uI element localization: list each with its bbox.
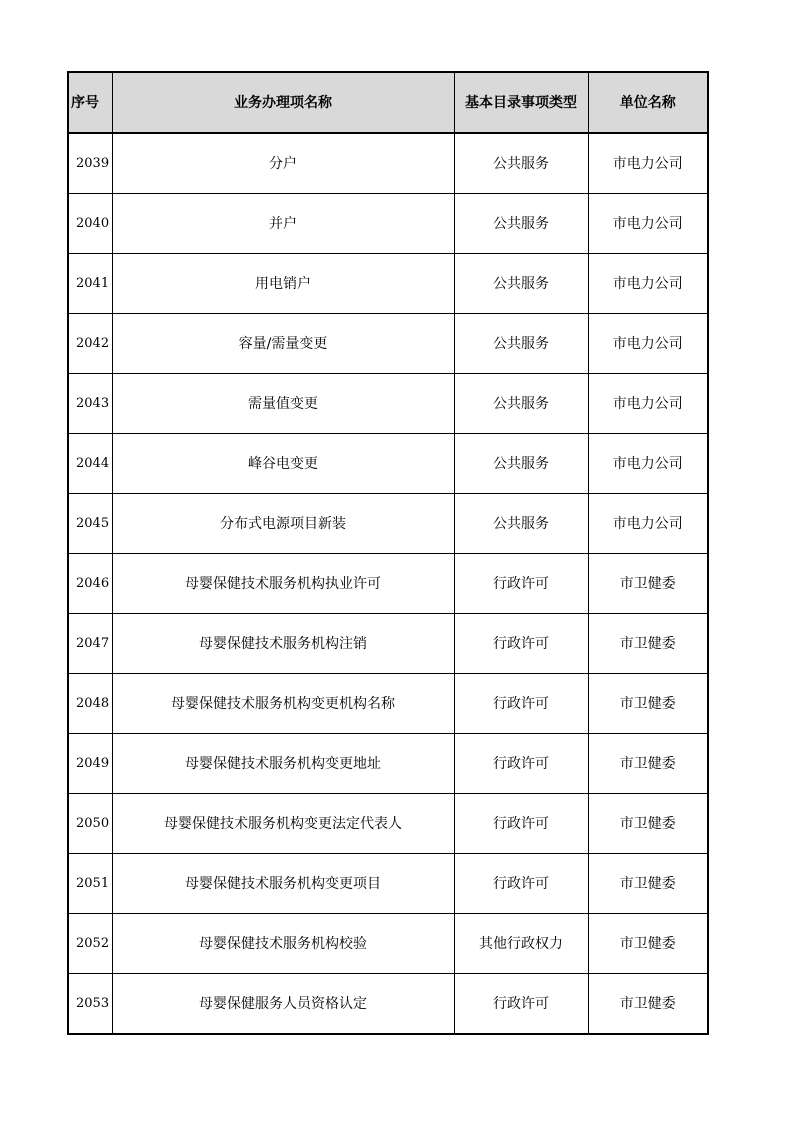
- cell-item-name: 用电销户: [112, 254, 454, 314]
- service-items-table: [67, 71, 709, 1035]
- header-serial-number: 序号: [68, 72, 112, 133]
- cell-item-name: 分布式电源项目新装: [112, 494, 454, 554]
- cell-unit-name: 市电力公司: [588, 374, 708, 434]
- cell-item-name: 分户: [112, 133, 454, 194]
- cell-unit-name: 市卫健委: [588, 554, 708, 614]
- cell-item-type: 公共服务: [454, 434, 588, 494]
- header-item-type: 基本目录事项类型: [454, 72, 588, 133]
- table-row: [68, 254, 708, 314]
- cell-serial-number: 2045: [68, 494, 112, 554]
- cell-item-name: 容量/需量变更: [112, 314, 454, 374]
- cell-unit-name: 市电力公司: [588, 194, 708, 254]
- cell-serial-number: 2051: [68, 854, 112, 914]
- cell-serial-number: 2047: [68, 614, 112, 674]
- table-row: [68, 314, 708, 374]
- cell-item-type: 公共服务: [454, 254, 588, 314]
- table-row: [68, 133, 708, 194]
- cell-unit-name: 市卫健委: [588, 614, 708, 674]
- table-row: [68, 914, 708, 974]
- table-row: [68, 674, 708, 734]
- table-row: [68, 734, 708, 794]
- cell-unit-name: 市电力公司: [588, 133, 708, 194]
- table-row: [68, 794, 708, 854]
- cell-item-name: 母婴保健技术服务机构注销: [112, 614, 454, 674]
- cell-item-name: 母婴保健技术服务机构校验: [112, 914, 454, 974]
- table-row: [68, 194, 708, 254]
- cell-item-type: 公共服务: [454, 494, 588, 554]
- cell-item-name: 母婴保健技术服务机构变更地址: [112, 734, 454, 794]
- cell-serial-number: 2048: [68, 674, 112, 734]
- cell-unit-name: 市卫健委: [588, 914, 708, 974]
- table-row: [68, 614, 708, 674]
- table-header: [68, 72, 708, 133]
- table-row: [68, 554, 708, 614]
- table-body: [68, 133, 708, 1034]
- cell-serial-number: 2049: [68, 734, 112, 794]
- cell-item-type: 行政许可: [454, 734, 588, 794]
- cell-item-type: 公共服务: [454, 133, 588, 194]
- cell-serial-number: 2050: [68, 794, 112, 854]
- cell-item-name: 母婴保健服务人员资格认定: [112, 974, 454, 1035]
- cell-item-type: 行政许可: [454, 554, 588, 614]
- cell-item-name: 并户: [112, 194, 454, 254]
- cell-unit-name: 市电力公司: [588, 494, 708, 554]
- cell-item-type: 行政许可: [454, 854, 588, 914]
- cell-serial-number: 2040: [68, 194, 112, 254]
- cell-unit-name: 市电力公司: [588, 314, 708, 374]
- cell-serial-number: 2053: [68, 974, 112, 1035]
- cell-serial-number: 2052: [68, 914, 112, 974]
- cell-unit-name: 市电力公司: [588, 434, 708, 494]
- table-row: [68, 854, 708, 914]
- cell-item-name: 需量值变更: [112, 374, 454, 434]
- cell-unit-name: 市卫健委: [588, 674, 708, 734]
- cell-item-type: 行政许可: [454, 614, 588, 674]
- cell-serial-number: 2039: [68, 133, 112, 194]
- cell-item-name: 母婴保健技术服务机构变更项目: [112, 854, 454, 914]
- cell-item-type: 公共服务: [454, 374, 588, 434]
- cell-item-name: 母婴保健技术服务机构执业许可: [112, 554, 454, 614]
- cell-item-name: 峰谷电变更: [112, 434, 454, 494]
- cell-serial-number: 2043: [68, 374, 112, 434]
- cell-item-name: 母婴保健技术服务机构变更机构名称: [112, 674, 454, 734]
- cell-unit-name: 市卫健委: [588, 974, 708, 1035]
- cell-unit-name: 市卫健委: [588, 854, 708, 914]
- cell-serial-number: 2044: [68, 434, 112, 494]
- table-row: [68, 494, 708, 554]
- cell-item-type: 行政许可: [454, 674, 588, 734]
- cell-item-name: 母婴保健技术服务机构变更法定代表人: [112, 794, 454, 854]
- table-row: [68, 434, 708, 494]
- cell-unit-name: 市卫健委: [588, 794, 708, 854]
- cell-item-type: 行政许可: [454, 794, 588, 854]
- header-unit-name: 单位名称: [588, 72, 708, 133]
- cell-item-type: 行政许可: [454, 974, 588, 1035]
- cell-item-type: 公共服务: [454, 194, 588, 254]
- header-item-name: 业务办理项名称: [112, 72, 454, 133]
- table-row: [68, 974, 708, 1035]
- table-row: [68, 374, 708, 434]
- cell-unit-name: 市电力公司: [588, 254, 708, 314]
- cell-serial-number: 2046: [68, 554, 112, 614]
- cell-item-type: 公共服务: [454, 314, 588, 374]
- cell-unit-name: 市卫健委: [588, 734, 708, 794]
- header-row: [68, 72, 708, 133]
- cell-serial-number: 2041: [68, 254, 112, 314]
- cell-serial-number: 2042: [68, 314, 112, 374]
- cell-item-type: 其他行政权力: [454, 914, 588, 974]
